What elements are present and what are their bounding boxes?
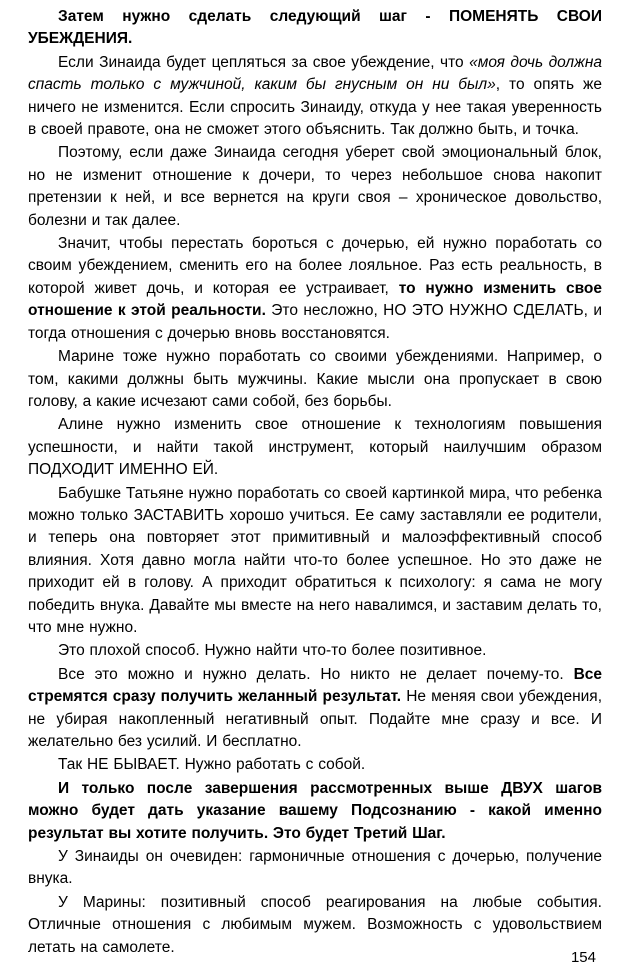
text-segment: Затем нужно сделать следующий шаг - ПОМЕНЯТЬ СВОИ УБЕЖДЕНИЯ. bbox=[28, 8, 602, 48]
text-segment: Все стремятся сразу получить желанный результат. bbox=[28, 665, 602, 706]
text-segment: Все это можно и нужно делать. Но никто не делает почему-то. bbox=[58, 665, 574, 683]
text-segment: Так НЕ БЫВАЕТ. Нужно работать с собой. bbox=[58, 756, 366, 774]
text-segment: Бабушке Татьяне нужно поработать со своей картинкой мира, что ребенка можно только ЗАСТАВИТЬ хорошо учиться. Ее саму заставляли ее родители, и теперь она повторяет этот примитивный и малоэффективный способ влияния. Хотя давно могла найти что-то более успешное. Но это даже не приходит ей в голову. А приходит обратиться к психологу: я сама не могу победить внука. Давайте мы вместе на него навалимся, и заставим делать то, что мне нужно. bbox=[28, 484, 602, 636]
paragraph bbox=[28, 778, 602, 845]
page-number: 154 bbox=[570, 949, 596, 966]
text-segment: И только после завершения рассмотренных выше ДВУХ шагов можно будет дать указание вашему Подсознанию - какой именно результат вы хотите получить. Это будет Третий Шаг. bbox=[28, 779, 602, 842]
text-segment: Марине тоже нужно поработать со своими убеждениями. Например, о том, какими должны быть мужчины. Какие мысли она пропускает в свою голову, а какие исчезают сами собой, без борьбы. bbox=[28, 348, 602, 410]
text-segment: Алине нужно изменить свое отношение к технологиям повышения успешности, и найти такой инструмент, который наилучшим образом ПОДХОДИТ ИМЕННО ЕЙ. bbox=[28, 416, 602, 479]
text-segment: У Зинаиды он очевиден: гармоничные отношения с дочерью, получение внука. bbox=[28, 848, 602, 888]
paragraph bbox=[28, 664, 602, 754]
paragraph bbox=[28, 846, 602, 891]
text-segment: Не меняя свои убеждения, не убирая накопленный негативный опыт. Подайте мне сразу и все. И желательно без усилий. И бесплатно. bbox=[28, 688, 602, 750]
paragraph bbox=[28, 483, 602, 640]
text-segment: Если Зинаида будет цепляться за свое убеждение, что bbox=[58, 53, 470, 71]
paragraph bbox=[28, 892, 602, 959]
text-segment: Это несложно, НО ЭТО НУЖНО СДЕЛАТЬ, и тогда отношения с дочерью вновь восстановятся. bbox=[28, 302, 602, 342]
paragraph bbox=[28, 640, 602, 662]
paragraph bbox=[28, 142, 602, 232]
text-segment: , то опять же ничего не изменится. Если спросить Зинаиду, откуда у нее такая уверенность в своей правоте, она не сможет этого объяснить. Так должно быть, и точка. bbox=[28, 76, 603, 139]
text-segment: Поэтому, если даже Зинаида сегодня уберет свой эмоциональный блок, но не изменит отношение к дочери, то через небольшое снова накопит претензии к ней, и все вернется на круги своя – хроническое довольство, болезни и так далее. bbox=[28, 144, 602, 229]
paragraph bbox=[28, 754, 602, 776]
paragraph bbox=[28, 233, 602, 345]
paragraph bbox=[28, 346, 602, 413]
text-segment: Это плохой способ. Нужно найти что-то более позитивное. bbox=[58, 642, 487, 660]
text-segment: У Марины: позитивный способ реагирования на любые события. Отличные отношения с любимым мужем. Возможность с удовольствием летать на самолете. bbox=[28, 893, 602, 956]
paragraph bbox=[28, 414, 602, 481]
text-segment: Значит, чтобы перестать бороться с дочерью, ей нужно поработать со своим убеждением, сменить его на более лояльное. Раз есть реальность, в которой живет дочь, и которая ее устраивает, bbox=[28, 235, 602, 297]
text-segment: «моя дочь должна спасть только с мужчиной, каким бы гнусным он ни был» bbox=[28, 53, 602, 94]
page-content bbox=[28, 6, 602, 959]
paragraph bbox=[28, 52, 602, 142]
paragraph bbox=[28, 6, 602, 51]
text-segment: то нужно изменить свое отношение к этой реальности. bbox=[28, 279, 602, 320]
